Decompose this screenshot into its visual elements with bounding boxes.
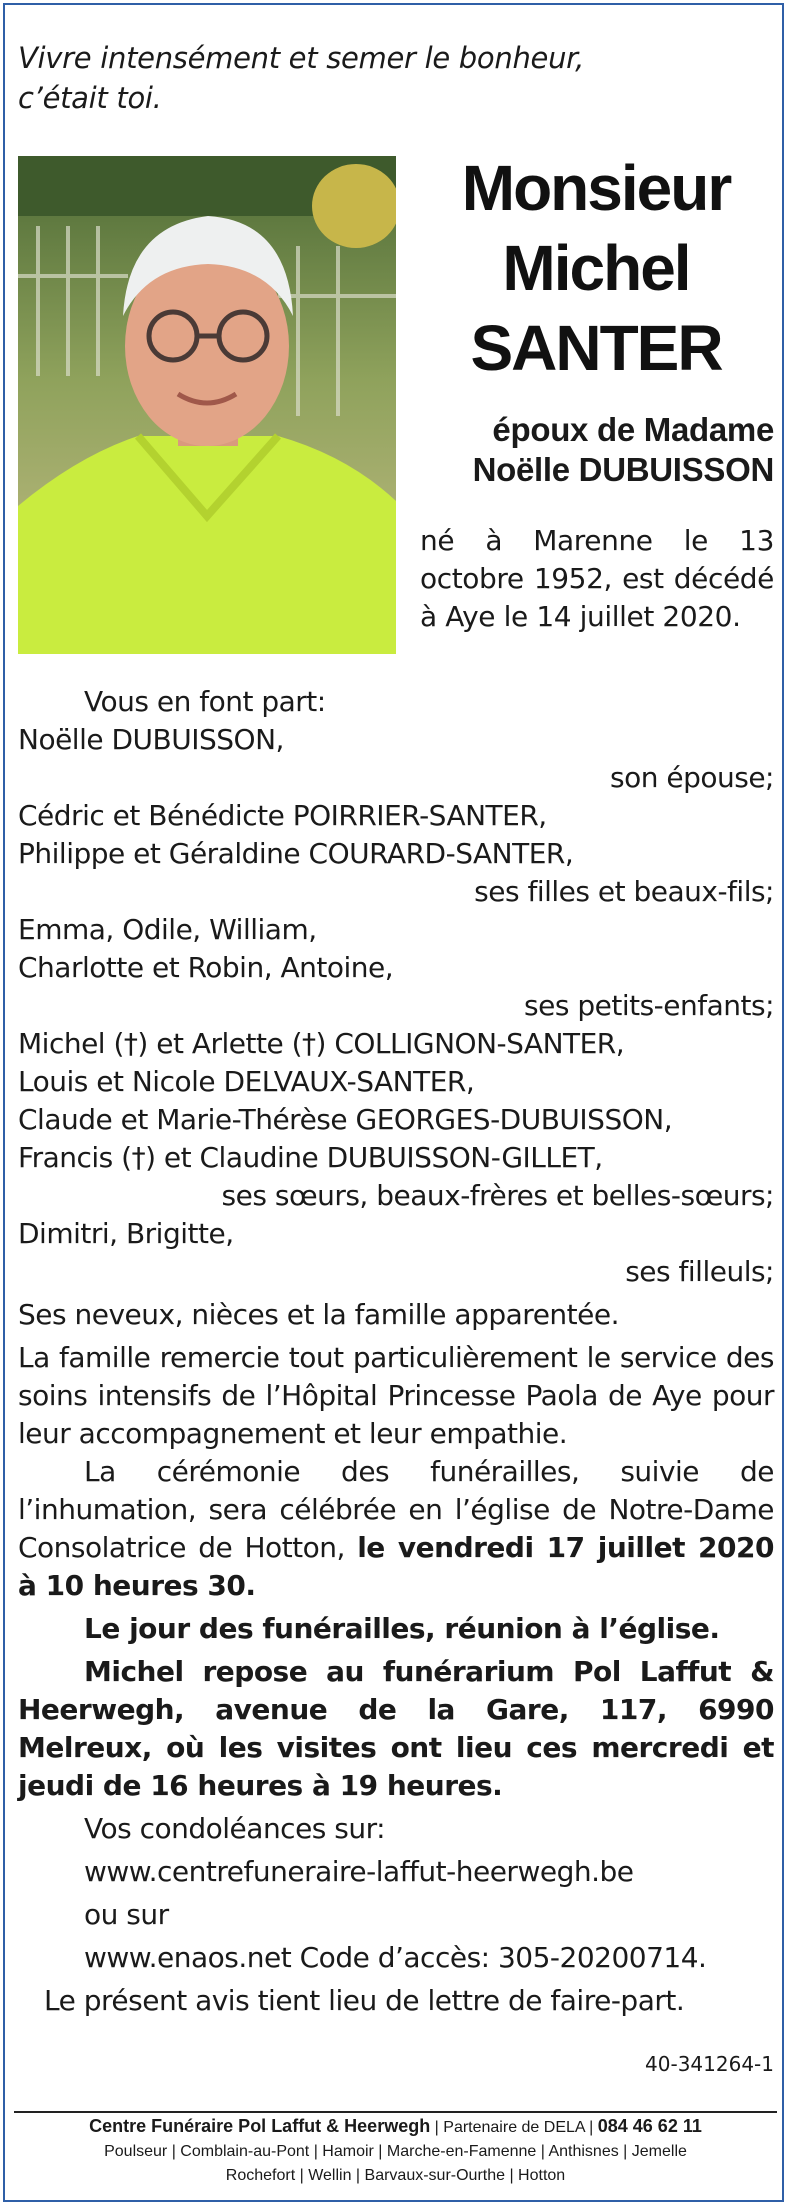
family-member: Emma, Odile, William, [18, 913, 317, 946]
family-group [18, 1215, 774, 1291]
family-member: Louis et Nicole DELVAUX-SANTER, [18, 1065, 475, 1098]
footer-divider [14, 2111, 777, 2113]
announcement: Vous en font part: [84, 685, 326, 718]
family-relation: ses filles et beaux-fils; [474, 875, 774, 908]
phone-number: 084 46 62 11 [597, 2116, 702, 2136]
family-group [18, 1025, 774, 1215]
spouse-line-2: Noëlle DUBUISSON [472, 451, 774, 488]
family-relation: son épouse; [610, 761, 774, 794]
portrait-illustration [18, 156, 396, 654]
family-group [18, 797, 774, 911]
spouse-line [418, 410, 774, 490]
meeting-line: Le jour des funérailles, réunion à l’église. [84, 1612, 720, 1645]
deceased-last-name: SANTER [470, 312, 722, 384]
notice-body [18, 683, 774, 2020]
epigraph-line: c’était toi. [18, 81, 162, 115]
deceased-title: Monsieur [461, 152, 731, 224]
family-member: Claude et Marie-Thérèse GEORGES-DUBUISSON, [18, 1103, 673, 1136]
spouse-line-1: époux de Madame [492, 411, 774, 448]
family-relation: ses sœurs, beaux-frères et belles-sœurs; [221, 1179, 774, 1212]
epigraph-line: Vivre intensément et semer le bonheur, [18, 41, 585, 75]
family-relation: ses filleuls; [625, 1255, 774, 1288]
epigraph [18, 38, 774, 118]
partner-label: Partenaire de DELA [443, 2119, 585, 2136]
funeral-home-footer [10, 2114, 781, 2188]
thanks-paragraph: La famille remercie tout particulièrement le service des soins intensifs de l’Hôpital Princesse Paola de Aye pour leur accompagnement et leur empathie. [18, 1341, 774, 1450]
family-member: Francis (†) et Claudine DUBUISSON-GILLET, [18, 1141, 603, 1174]
company-name: Centre Funéraire Pol Laffut & Heerwegh [89, 2116, 431, 2136]
condolences-link-code[interactable]: www.enaos.net Code d’accès: 305-20200714. [84, 1941, 707, 1974]
family-member: Cédric et Bénédicte POIRRIER-SANTER, [18, 799, 547, 832]
family-member: Dimitri, Brigitte, [18, 1217, 234, 1250]
portrait-photo [18, 156, 396, 654]
footer-line-1: Centre Funéraire Pol Laffut & Heerwegh | Partenaire de DELA | 084 46 62 11 [89, 2116, 702, 2136]
footer-locations-1: Poulseur | Comblain-au-Pont | Hamoir | Marche-en-Famenne | Anthisnes | Jemelle [104, 2143, 687, 2160]
family-member: Charlotte et Robin, Antoine, [18, 951, 394, 984]
ceremony-date: le vendredi 17 juillet 2020 à 10 heures 30. [18, 1531, 774, 1602]
deceased-first-name: Michel [502, 232, 690, 304]
reference-number: 40-341264-1 [645, 2052, 774, 2076]
footer-locations-2: Rochefort | Wellin | Barvaux-sur-Ourthe | Hotton [225, 2167, 566, 2184]
family-relation: ses petits-enfants; [524, 989, 774, 1022]
deceased-name [418, 148, 774, 388]
condolences-label: Vos condoléances sur: [84, 1812, 386, 1845]
condolences-link[interactable]: www.centrefuneraire-laffut-heerwegh.be [84, 1855, 634, 1888]
relatives-line: Ses neveux, nièces et la famille apparentée. [18, 1298, 619, 1331]
closing-line: Le présent avis tient lieu de lettre de faire-part. [44, 1984, 685, 2017]
family-member: Michel (†) et Arlette (†) COLLIGNON-SANTER, [18, 1027, 625, 1060]
condolences-or: ou sur [84, 1898, 169, 1931]
family-member: Noëlle DUBUISSON, [18, 723, 284, 756]
rest-paragraph: Michel repose au funérarium Pol Laffut & Heerwegh, avenue de la Gare, 117, 6990 Melreux, où les visites ont lieu ces mercredi et jeudi de 16 heures à 19 heures. [18, 1655, 774, 1802]
family-member: Philippe et Géraldine COURARD-SANTER, [18, 837, 574, 870]
birth-death-text: né à Marenne le 13 octobre 1952, est décédé à Aye le 14 juillet 2020. [420, 524, 774, 633]
ceremony-text: La cérémonie des funérailles, suivie de l’inhumation, sera célébrée en l’église de Notre-Dame Consolatrice de Hotton, [18, 1455, 774, 1564]
family-group [18, 721, 774, 797]
ceremony-paragraph [18, 1453, 774, 1605]
family-group [18, 911, 774, 1025]
